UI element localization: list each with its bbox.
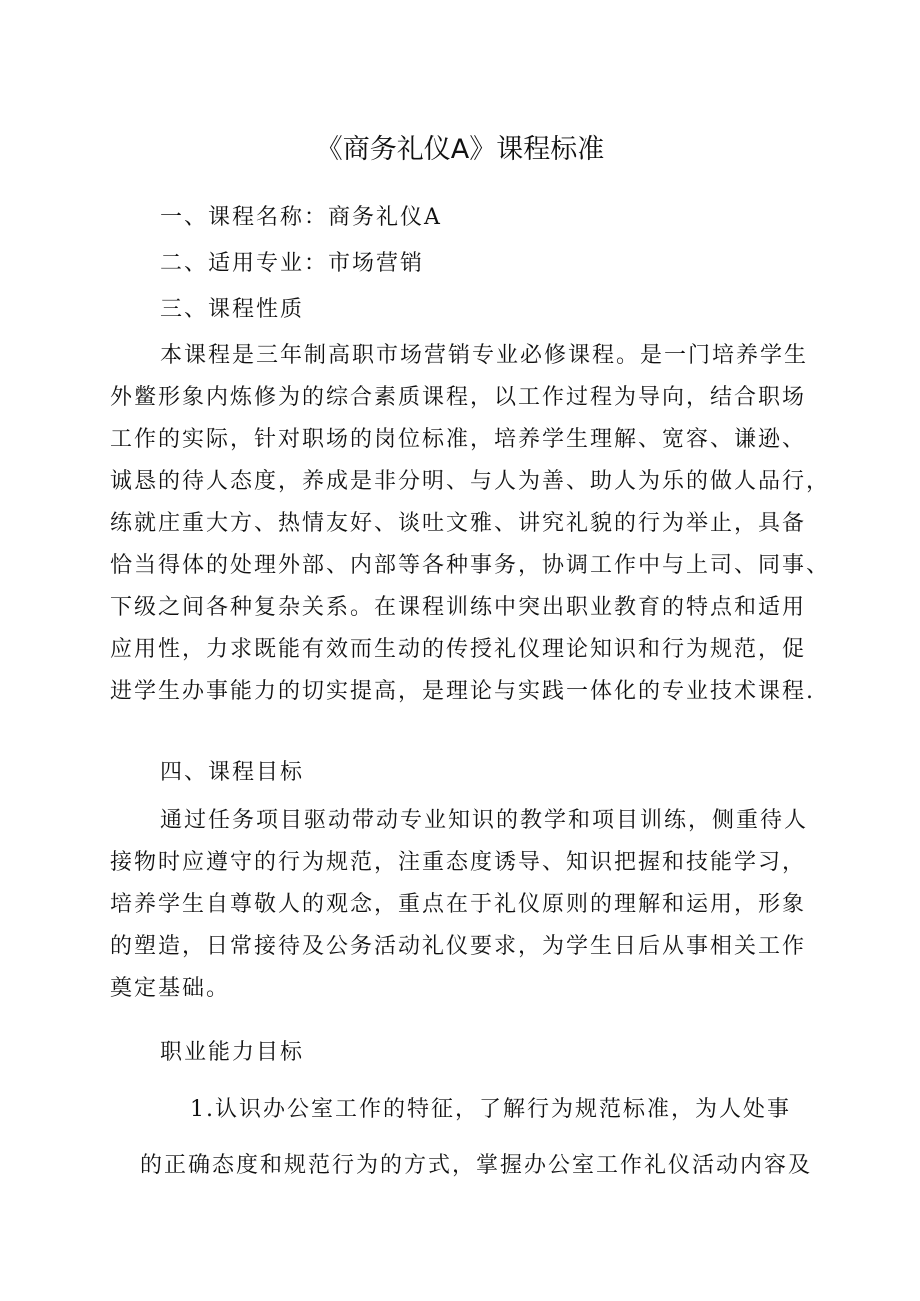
goals-heading: 四、课程目标	[160, 760, 305, 785]
paragraph-line: 应用性，力求既能有效而生动的传授礼仪理论知识和行为规范，促	[110, 637, 807, 662]
major-line: 二、适用专业：市场营销	[160, 251, 425, 276]
document-title: 《商务礼仪A》课程标准	[315, 134, 605, 165]
goals-paragraph	[110, 800, 842, 1010]
paragraph-line: 的正确态度和规范行为的方式，掌握办公室工作礼仪活动内容及	[140, 1153, 813, 1178]
paragraph-line: 的塑造，日常接待及公务活动礼仪要求，为学生日后从事相关工作	[110, 934, 807, 959]
paragraph-line: 练就庄重大方、热情友好、谈吐文雅、讲究礼貌的行为举止，具备	[110, 511, 807, 536]
paragraph-line: 下级之间各种复杂关系。在课程训练中突出职业教育的特点和适用	[110, 595, 807, 620]
paragraph-line: 诚恳的待人态度，养成是非分明、与人为善、助人为乐的做人品行，	[110, 469, 831, 494]
paragraph-line: 进学生办事能力的切实提高，是理论与实践一体化的专业技术课程.	[110, 679, 815, 704]
nature-heading: 三、课程性质	[160, 297, 305, 322]
paragraph-line: 外鳖形象内炼修为的综合素质课程，以工作过程为导向，结合职场	[110, 385, 807, 410]
paragraph-line: 通过任务项目驱动带动专业知识的教学和项目训练，侧重待人	[160, 808, 809, 833]
ability-heading: 职业能力目标	[160, 1040, 305, 1065]
paragraph-line: 奠定基础。	[110, 976, 231, 1001]
course-name-line: 一、课程名称：商务礼仪A	[160, 205, 442, 230]
paragraph-line: 接物时应遵守的行为规范，注重态度诱导、知识把握和技能学习，	[110, 850, 807, 875]
paragraph-line: 恰当得体的处理外部、内部等各种事务，协调工作中与上司、同事、	[110, 553, 831, 578]
nature-paragraph	[110, 335, 842, 713]
paragraph-line: 1.认识办公室工作的特征，了解行为规范标准，为人处事	[190, 1097, 791, 1122]
paragraph-line: 工作的实际，针对职场的岗位标准，培养学生理解、宽容、谦逊、	[110, 427, 807, 452]
paragraph-line: 培养学生自尊敬人的观念，重点在于礼仪原则的理解和运用，形象	[110, 892, 807, 917]
paragraph-line: 本课程是三年制高职市场营销专业必修课程。是一门培养学生	[160, 343, 809, 368]
ability-paragraph	[140, 1082, 840, 1194]
